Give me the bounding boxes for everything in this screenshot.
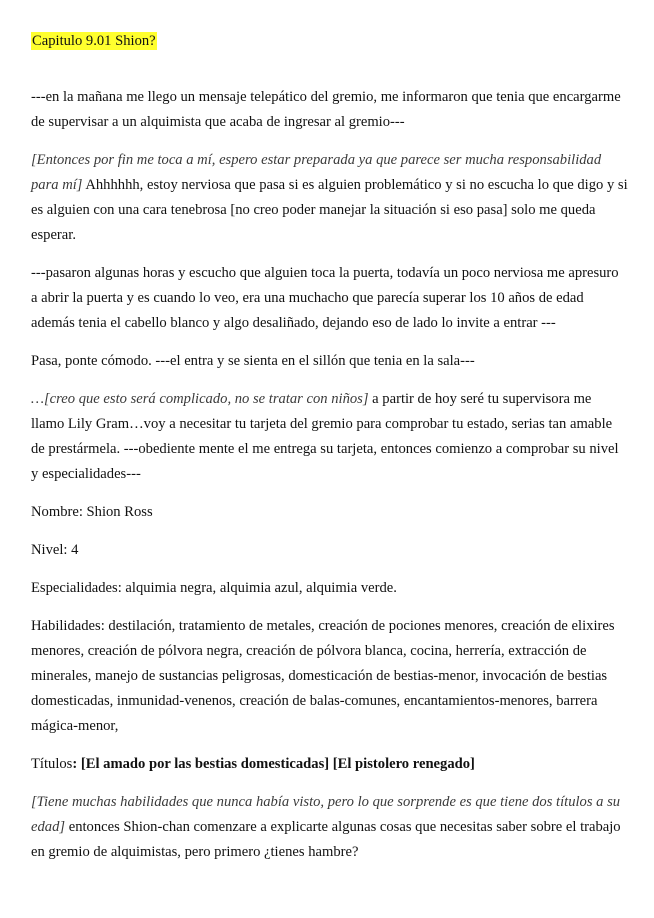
paragraph-thought-1	[31, 148, 628, 248]
paragraph-intro: ---en la mañana me llego un mensaje telepático del gremio, me informaron que tenia que encargarme de supervisar a un alquimista que acaba de ingresar al gremio---	[31, 89, 621, 130]
status-skills: Habilidades: destilación, tratamiento de metales, creación de pociones menores, creación de elixires menores, creación de pólvora negra, creación de pólvora blanca, cocina, herrería, extracción de minerales, manejo de sustancias peligrosas, domesticación de bestias-menor, invocación de bestias domesticadas, inmunidad-venenos, creación de balas-comunes, encantamientos-menores, barrera mágica-menor,	[31, 618, 615, 734]
status-specialties: Especialidades: alquimia negra, alquimia azul, alquimia verde.	[31, 580, 397, 596]
paragraph-text: Ahhhhhh, estoy nerviosa que pasa si es alguien problemático y si no escucha lo que digo y si es alguien con una cara tenebrosa [no creo poder manejar la situación si eso pasa] solo me queda esperar.	[31, 177, 628, 243]
paragraph-closing	[31, 790, 628, 865]
thought-text: [Tiene muchas habilidades que nunca había visto, pero lo que sorprende es que tiene dos títulos a su edad]	[31, 794, 621, 835]
chapter-title: Capitulo 9.01 Shion?	[32, 33, 156, 49]
status-level: Nivel: 4	[31, 542, 79, 558]
status-name: Nombre: Shion Ross	[31, 504, 153, 520]
status-titles	[31, 752, 628, 777]
thought-text: …[creo que esto será complicado, no se tratar con niños]	[31, 391, 369, 407]
paragraph-thought-2	[31, 387, 628, 487]
paragraph-text: entonces Shion-chan comenzare a explicarte algunas cosas que necesitas saber sobre el trabajo en gremio de alquimistas, pero primero ¿tienes hambre?	[31, 819, 621, 860]
titles-label: Títulos	[31, 756, 73, 772]
paragraph-text: a partir de hoy seré tu supervisora me llamo Lily Gram…voy a necesitar tu tarjeta del gremio para comprobar tu estado, serias tan amable de prestármela. ---obediente mente el me entrega su tarjeta, entonces comienzo a comprobar su nivel y especialidades---	[31, 391, 619, 482]
chapter-heading	[31, 31, 628, 51]
thought-text: [Entonces por fin me toca a mí, espero estar preparada ya que parece ser mucha responsabilidad para mí]	[31, 152, 602, 193]
titles-value: : [El amado por las bestias domesticadas] [El pistolero renegado]	[72, 756, 475, 772]
paragraph-arrival: ---pasaron algunas horas y escucho que alguien toca la puerta, todavía un poco nerviosa me apresuro a abrir la puerta y es cuando lo veo, era una muchacho que parecía superar los 10 años de edad además tenia el cabello blanco y algo desaliñado, dejando eso de lado lo invite a entrar ---	[31, 265, 619, 331]
paragraph-dialogue: Pasa, ponte cómodo. ---el entra y se sienta en el sillón que tenia en la sala---	[31, 353, 475, 369]
